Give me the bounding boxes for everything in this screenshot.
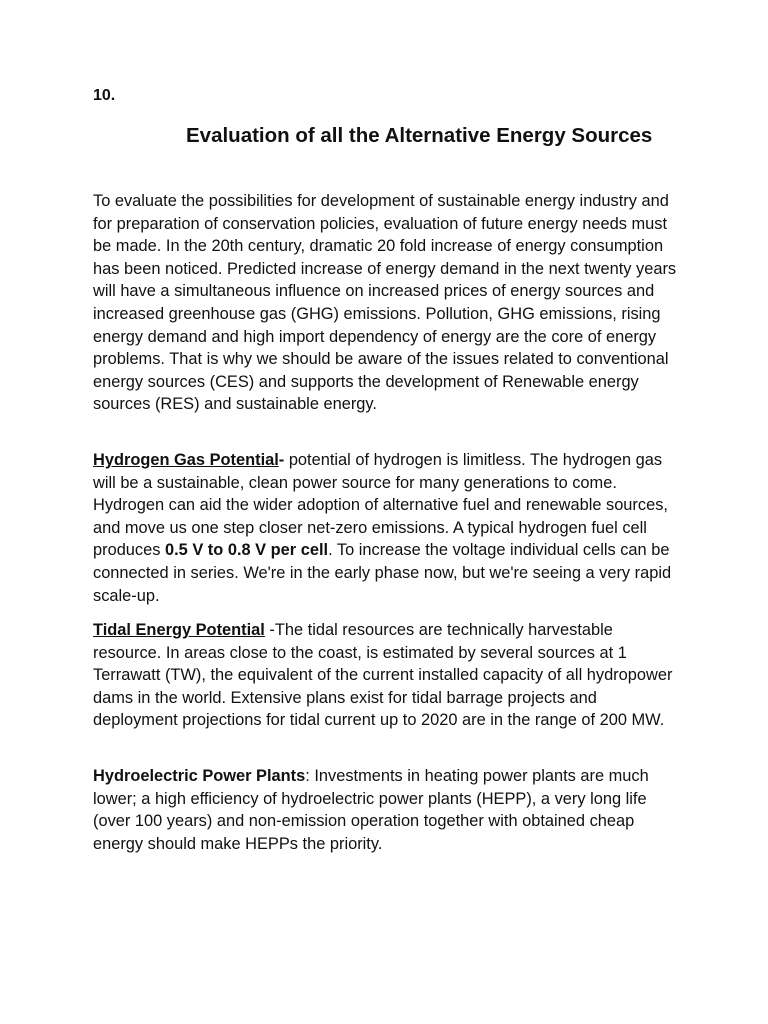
section-number: 10. (93, 87, 116, 104)
tidal-text: -The tidal resources are technically harvestable resource. In areas close to the coast, is estimated by several sources at 1 Terrawatt (TW), the equivalent of the current installed capacity of all hydropower dams in the world. Extensive plans exist for tidal barrage projects and deployment projections for tidal current up to 2020 are in the range of 200 MW. (93, 621, 673, 730)
page-title: Evaluation of all the Alternative Energy Sources (186, 124, 653, 147)
hydrogen-voltage-value: 0.5 V to 0.8 V per cell (164, 541, 329, 560)
hydrogen-paragraph (93, 449, 683, 607)
hydrogen-dash: - (278, 451, 285, 469)
hydrogen-text-a: potential of hydrogen is limitless. The hydrogen gas will be a sustainable, clean power source for many generations to come. Hydrogen can aid the wider adoption of alternative fuel and renewable sources, and move us one step closer net-zero emissions. A typical hydrogen fuel cell produces (93, 451, 668, 560)
hydroelectric-heading: Hydroelectric Power Plants (93, 767, 306, 785)
intro-paragraph: To evaluate the possibilities for development of sustainable energy industry and for preparation of conservation policies, evaluation of future energy needs must be made. In the 20th century, dramatic 20 fold increase of energy consumption has been noticed. Predicted increase of energy demand in the next twenty years will have a simultaneous influence on increased prices of energy sources and increased greenhouse gas (GHG) emissions. Pollution, GHG emissions, rising energy demand and high import dependency of energy are the core of energy problems. That is why we should be aware of the issues related to conventional energy sources (CES) and supports the development of Renewable energy sources (RES) and sustainable energy. (93, 192, 677, 414)
hydroelectric-text: : Investments in heating power plants are much lower; a high efficiency of hydroelectric power plants (HEPP), a very long life (over 100 years) and non-emission operation together with obtained cheap energy should make HEPPs the priority. (93, 767, 649, 853)
tidal-heading: Tidal Energy Potential (93, 621, 265, 639)
hydroelectric-paragraph (93, 765, 683, 855)
hydrogen-heading: Hydrogen Gas Potential (93, 451, 279, 469)
hydrogen-text-b: . To increase the voltage individual cells can be connected in series. We're in the early phase now, but we're seeing a very rapid scale-up. (93, 541, 672, 605)
tidal-paragraph (93, 619, 683, 732)
